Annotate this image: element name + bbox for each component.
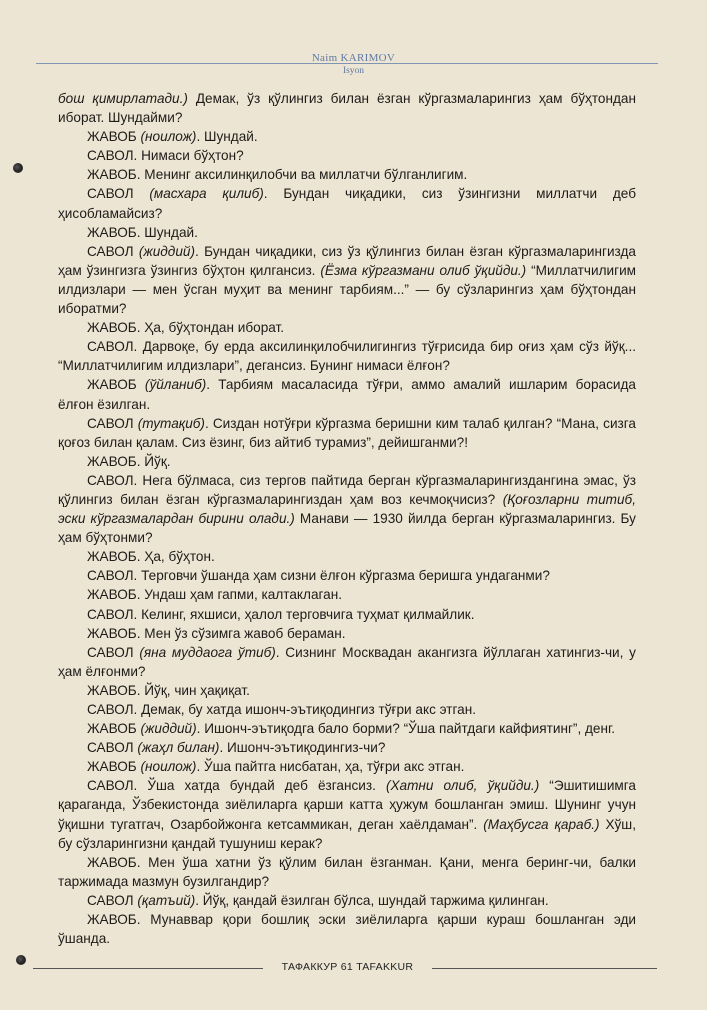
- paragraph: [58, 681, 636, 700]
- article-body: [58, 89, 636, 948]
- dialogue-text: ЖАВОБ. Йўқ, чин ҳақиқат.: [87, 682, 250, 698]
- stage-direction: (қатъий): [137, 892, 196, 908]
- stage-direction: (жаҳл билан): [137, 740, 220, 756]
- dialogue-text: . Сиздан нотўғри кўргазма беришни ким талаб қилган? “Мана, сизга қоғоз билан қалам. Сиз ёзинг, биз айтиб турамиз”, дейишганми?!: [58, 415, 636, 450]
- dialogue-text: САВОЛ: [87, 740, 138, 756]
- paragraph: [58, 910, 636, 948]
- dialogue-text: САВОЛ. Демак, бу хатда ишонч-эътиқодингиз тўғри акс этган.: [87, 702, 477, 717]
- stage-direction: (Қоғозларни титиб, эски кўргазмалардан бирини олади.): [58, 491, 636, 527]
- stage-direction: (жиддий): [138, 243, 195, 259]
- dialogue-text: ЖАВОБ. Шундай.: [87, 224, 198, 240]
- dialogue-text: Манави — 1930 йилда берган кўргазмаларингиз. Бу ҳам бўҳтонми?: [58, 511, 636, 546]
- paragraph: [58, 643, 636, 681]
- paragraph: [58, 624, 636, 643]
- dialogue-text: ЖАВОБ: [87, 721, 141, 737]
- stage-direction: (жиддий): [140, 721, 197, 737]
- dialogue-text: САВОЛ. Келинг, яхшиси, ҳалол терговчига туҳмат қилмайлик.: [87, 606, 475, 622]
- dialogue-text: ЖАВОБ. Ҳа, бўҳтон.: [87, 549, 215, 565]
- stage-direction: (ўйланиб): [144, 377, 207, 393]
- stage-direction: (ноилож): [140, 129, 197, 145]
- paragraph: [58, 776, 636, 852]
- paragraph: [58, 337, 636, 375]
- paragraph: [58, 127, 636, 146]
- dialogue-text: САВОЛ. Нимаси бўҳтон?: [87, 148, 244, 164]
- dialogue-text: Демак, ўз қўлингиз билан ёзган кўргазмаларингиз ҳам бўҳтондан иборат. Шундайми?: [58, 91, 636, 126]
- dialogue-text: САВОЛ: [87, 243, 139, 259]
- dialogue-text: . Ўша пайтга нисбатан, ҳа, тўғри акс этган.: [196, 759, 465, 775]
- page-footer: ТАФАККУР 61 TAFAKKUR: [281, 961, 414, 973]
- dialogue-text: . Ишонч-эътиқодингиз-чи?: [219, 740, 386, 756]
- paragraph: [58, 605, 636, 624]
- dialogue-text: САВОЛ: [87, 892, 138, 908]
- punch-hole-bottom: [16, 955, 26, 965]
- paragraph: [58, 89, 636, 127]
- running-head-author: Naim KARIMOV: [311, 52, 396, 64]
- paragraph: [58, 223, 636, 242]
- stage-direction: (масхара қилиб): [149, 186, 264, 202]
- dialogue-text: . Ишонч-эътиқодга бало борми? “Ўша пайтдаги кайфиятинг”, денг.: [196, 721, 616, 737]
- paragraph: [58, 585, 636, 604]
- dialogue-text: ЖАВОБ. Мен ўз сўзимга жавоб бераман.: [87, 625, 346, 641]
- dialogue-text: САВОЛ. Дарвоқе, бу ерда аксилинқилобчилигингиз тўғрисида бир оғиз ҳам сўз йўқ... “Миллатчилигим илдизлари”, дегансиз. Бунинг нимаси ёлғон?: [58, 339, 636, 374]
- dialogue-text: ЖАВОБ. Ундаш ҳам гапми, калтаклаган.: [87, 587, 343, 603]
- paragraph: [58, 452, 636, 471]
- paragraph: [58, 891, 636, 910]
- paragraph: [58, 719, 636, 738]
- paragraph: [58, 471, 636, 547]
- dialogue-text: . Сизнинг Москвадан акангизга йўллаган хатингиз-чи, у ҳам ёлғонми?: [58, 644, 636, 679]
- paragraph: [58, 853, 636, 891]
- dialogue-text: САВОЛ. Нега бўлмаса, сиз тергов пайтида берган кўргазмаларингиздангина эмас, ўз қўлингиз билан ёзган кўргазмаларингиздан ҳам воз кечмоқчисиз?: [58, 472, 636, 507]
- paragraph: [58, 242, 636, 318]
- dialogue-text: . Бундан чиқадики, сиз ўзингизни миллатчи деб ҳисобламайсиз?: [58, 186, 636, 221]
- dialogue-text: . Шундай.: [196, 129, 258, 145]
- dialogue-text: “Эшитишимга қараганда, Ўзбекистонда зиёлиларга қарши катта ҳужум бошланган эмиш. Шунинг учун ўқишни тугатгач, Озарбойжонга кетсаммикан, деган хаёлдаман”.: [58, 778, 636, 832]
- stage-direction: (Маҳбусга қараб.): [483, 816, 600, 832]
- running-head-title: Isyon: [342, 66, 365, 76]
- paragraph: [58, 318, 636, 337]
- dialogue-text: ЖАВОБ. Мунаввар қори бошлиқ эски зиёлиларга қарши кураш бошланган эди ўшанда.: [58, 912, 636, 947]
- dialogue-text: ЖАВОБ: [87, 129, 141, 145]
- stage-direction: (Хатни олиб, ўқийди.): [385, 778, 540, 794]
- dialogue-text: ЖАВОБ. Мен ўша хатни ўз қўлим билан ёзганман. Қани, менга беринг-чи, балки таржимада мазмун бузилгандир?: [58, 854, 636, 889]
- footer-rule-left: [33, 968, 263, 969]
- paragraph: [58, 146, 636, 165]
- dialogue-text: САВОЛ. Терговчи ўшанда ҳам сизни ёлғон кўргазма беришга ундаганми?: [87, 568, 550, 584]
- dialogue-text: САВОЛ: [87, 415, 138, 431]
- dialogue-text: . Бундан чиқадики, сиз ўз қўлингиз билан ёзган кўргазмаларингизда ҳам ўзингизга ўзингиз бўҳтон қилгансиз.: [58, 243, 636, 278]
- stage-direction: бош қимирлатади.): [58, 91, 188, 106]
- stage-direction: (ноилож): [140, 759, 197, 775]
- footer-rule-right: [432, 968, 657, 969]
- paragraph: [58, 184, 636, 222]
- dialogue-text: Хўш, бу сўзларингизни қандай тушуниш керак?: [58, 816, 636, 851]
- dialogue-text: ЖАВОБ. Ҳа, бўҳтондан иборат.: [87, 320, 285, 336]
- paragraph: [58, 566, 636, 585]
- dialogue-text: ЖАВОБ: [87, 759, 141, 775]
- paragraph: [58, 375, 636, 413]
- dialogue-text: САВОЛ: [87, 644, 140, 660]
- dialogue-text: ЖАВОБ. Менинг аксилинқилобчи ва миллатчи бўлганлигим.: [87, 167, 468, 183]
- punch-hole-top: [13, 163, 23, 173]
- stage-direction: (тутақиб): [137, 415, 205, 431]
- paragraph: [58, 414, 636, 452]
- dialogue-text: . Тарбиям масаласида тўғри, аммо амалий ишларим борасида ёлғон ёзилган.: [58, 377, 636, 412]
- dialogue-text: . Йўқ, қандай ёзилган бўлса, шундай таржима қилинган.: [195, 892, 549, 908]
- paragraph: [58, 757, 636, 776]
- dialogue-text: САВОЛ. Ўша хатда бундай деб ёзгансиз.: [87, 778, 386, 794]
- paragraph: [58, 165, 636, 184]
- dialogue-text: ЖАВОБ: [87, 377, 145, 393]
- stage-direction: (Ёзма кўргазмани олиб ўқийди.): [320, 262, 527, 278]
- paragraph: [58, 738, 636, 757]
- paragraph: [58, 547, 636, 566]
- dialogue-text: “Миллатчилигим илдизлари — мен ўсган муҳит ва менинг тарбиям...” — бу сўзларингиз ҳам бўҳтондан иборатми?: [58, 262, 637, 317]
- paragraph: [58, 700, 636, 719]
- dialogue-text: ЖАВОБ. Йўқ.: [87, 453, 171, 469]
- dialogue-text: САВОЛ: [87, 186, 150, 202]
- stage-direction: (яна муддаога ўтиб): [139, 644, 276, 660]
